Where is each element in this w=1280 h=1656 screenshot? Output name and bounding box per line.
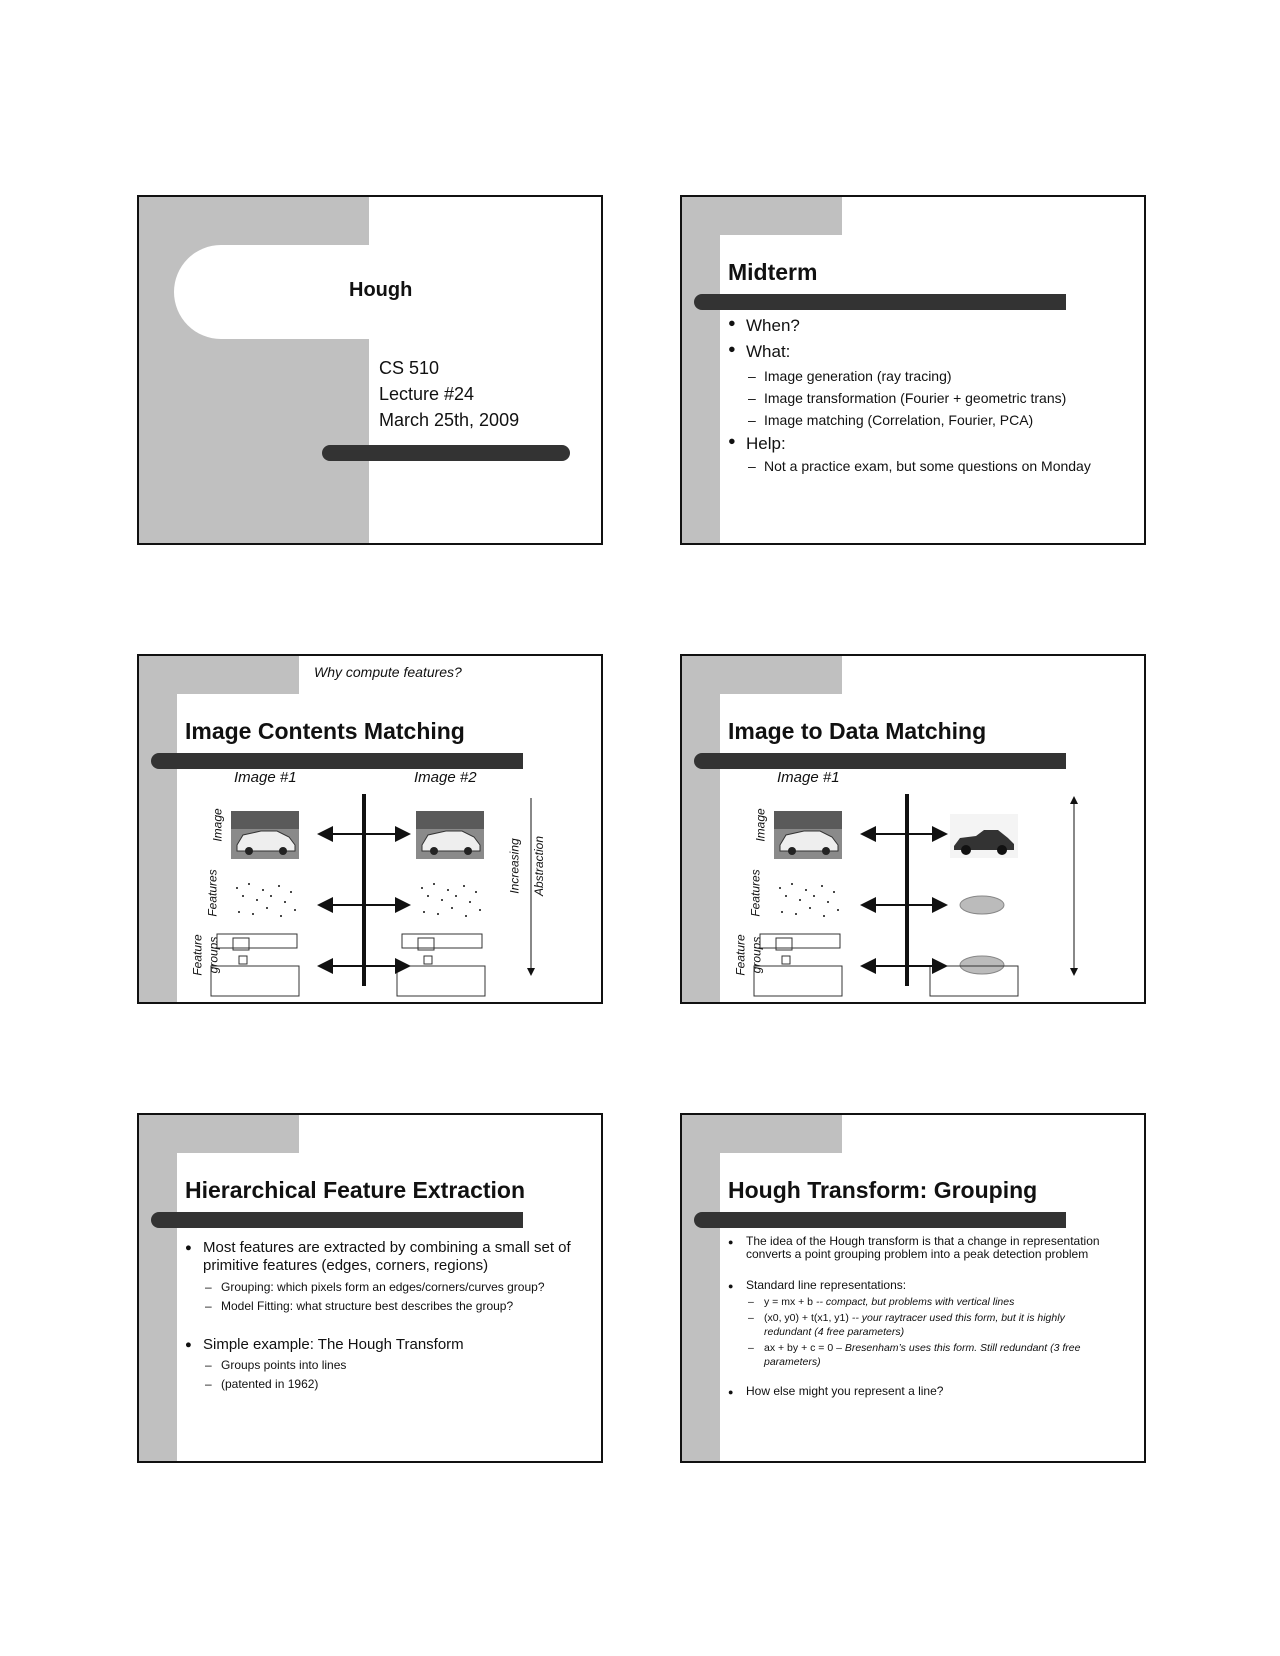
feature-groups-2 [397,934,485,996]
title-bar [322,445,570,461]
equation: ax + by + c = 0 [764,1342,834,1354]
row-label-features: Features [205,869,220,917]
sub-bullet: – Image generation (ray tracing) [728,365,1134,387]
slide5-bullets [185,1239,591,1394]
row-label-groups-1: Feature [733,934,748,976]
bullet-hough-idea: ● The idea of the Hough transform is that a change in representation converts a point grouping problem into a peak detection problem [728,1235,1110,1261]
sub-bullet: – (patented in 1962) [185,1375,591,1394]
model-feature-blob-1 [960,896,1004,914]
matching-diagram [139,656,603,1004]
equation: y = mx + b [764,1296,814,1308]
row-label-groups-1: Feature [190,934,205,976]
slide-hough-grouping [680,1113,1146,1463]
slide1-title: Hough [349,279,413,301]
feature-groups-1 [211,934,299,996]
bullet-line-representations: ● Standard line representations: [728,1279,1110,1292]
course-code: CS 510 [379,358,440,378]
lecture-date: March 25th, 2009 [379,410,520,430]
bullet-help: ● Help: [728,431,1134,457]
col-label-image1: Image #1 [777,769,840,786]
sub-bullet: – Not a practice exam, but some questions on Monday [728,457,1094,475]
data-matching-diagram [682,656,1146,1004]
slide1-info [379,355,519,433]
bullet-feature-extraction: ● Most features are extracted by combining a small set of primitive features (edges, corners, regions) [185,1239,591,1275]
slide-image-contents-matching [137,654,603,1004]
bullet-when: ● When? [728,313,1134,339]
note: -- your raytracer used this form, but it is highly redundant (4 free parameters) [764,1312,1065,1338]
representation-parametric [728,1311,1110,1339]
representation-implicit [728,1341,1110,1369]
equation: (x0, y0) + t(x1, y1) [764,1312,849,1324]
col-label-image1: Image #1 [234,769,297,786]
sub-bullet: – Model Fitting: what structure best describes the group? [185,1297,591,1316]
slide-image-to-data-matching [680,654,1146,1004]
slide2-title: Midterm [728,259,818,285]
representation-slope-intercept [728,1295,1110,1309]
row-label-groups-2: groups [749,936,764,974]
row-label-image: Image [753,808,768,842]
bullet-hough-example: ● Simple example: The Hough Transform [185,1336,591,1354]
car-photo-2 [416,811,484,859]
sub-bullet: – Grouping: which pixels form an edges/corners/curves group? [185,1278,591,1297]
title-underline-bar [694,294,1066,310]
slide3-title: Image Contents Matching [185,718,465,744]
title-underline-bar [694,1212,1066,1228]
note: -- compact, but problems with vertical lines [813,1296,1015,1308]
bullet-question: ● How else might you represent a line? [728,1385,1110,1398]
car-photo [774,811,842,859]
car-photo-1 [231,811,299,859]
feature-points-2 [421,883,481,917]
sub-bullet: – Groups points into lines [185,1356,591,1375]
model-feature-blob-2 [960,956,1004,974]
col-label-image2: Image #2 [414,769,477,786]
sub-bullet: – Image transformation (Fourier + geometric trans) [728,387,1134,409]
row-label-image: Image [210,808,225,842]
lecture-number: Lecture #24 [379,384,475,404]
slide6-title: Hough Transform: Grouping [728,1177,1038,1203]
slide-midterm [680,195,1146,545]
sports-car-model [950,814,1018,858]
feature-points [779,883,839,917]
abstraction-label-2: Abstraction [532,835,547,897]
slide2-bullets [728,313,1134,475]
bullet-what: ● What: [728,339,1134,365]
slide-title [137,195,603,545]
slide6-bullets [728,1235,1134,1398]
abstraction-label-1: Increasing [507,838,522,894]
slide-hierarchical-feature-extraction [137,1113,603,1463]
slide3-subtitle: Why compute features? [314,664,462,680]
title-underline-bar [151,1212,523,1228]
slide5-title: Hierarchical Feature Extraction [185,1177,526,1203]
slide4-title: Image to Data Matching [728,718,987,744]
row-label-groups-2: groups [206,936,221,974]
sub-bullet: – Image matching (Correlation, Fourier, PCA) [728,409,1134,431]
row-label-features: Features [748,869,763,917]
note: – Bresenham’s uses this form. Still redundant (3 free parameters) [764,1342,1081,1368]
feature-points-1 [236,883,296,917]
